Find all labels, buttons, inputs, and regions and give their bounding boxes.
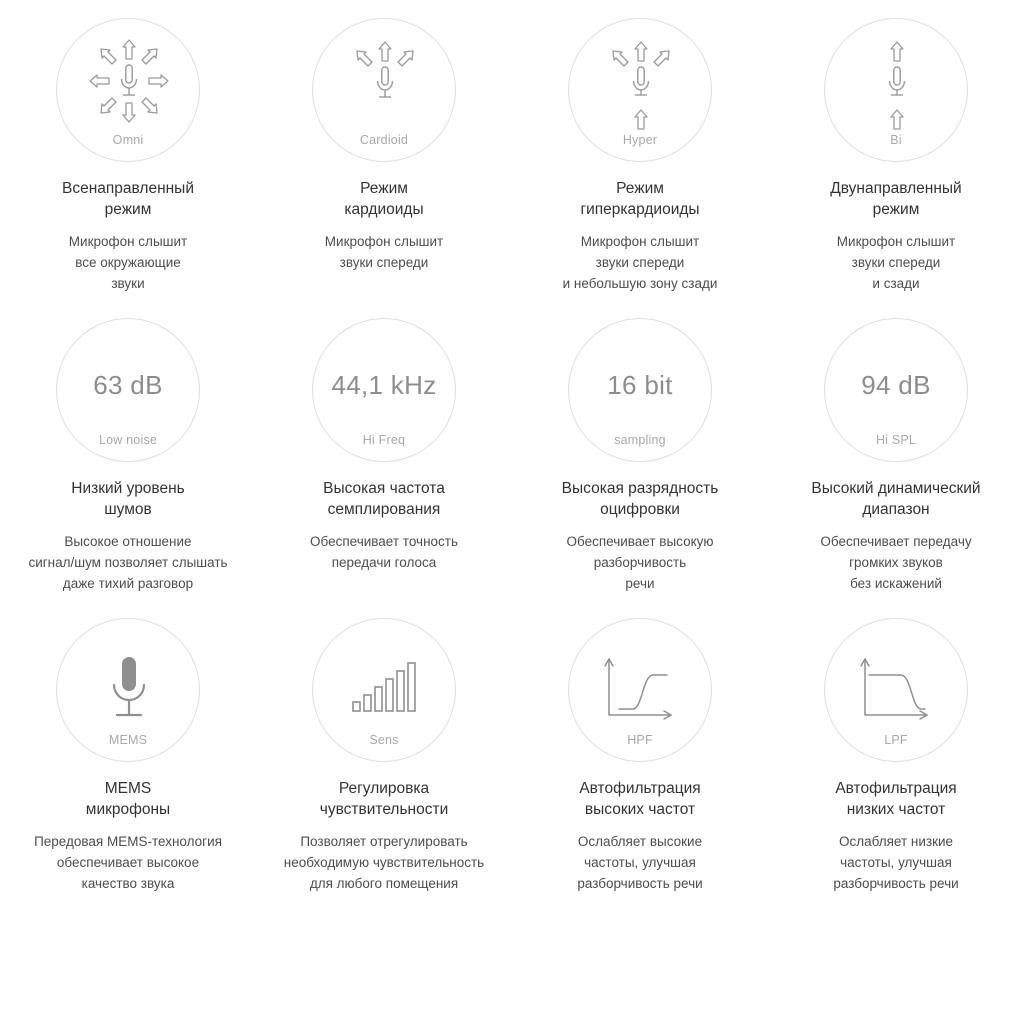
feature-description: Обеспечивает высокую разборчивость речи: [566, 534, 714, 591]
low-noise-icon: 63 dB: [93, 369, 163, 400]
feature-card-bidirectional: [768, 18, 1024, 318]
feature-title: MEMS микрофоны: [85, 780, 171, 818]
feature-description: Обеспечивает точность передачи голоса: [309, 534, 458, 570]
feature-title: Регулировка чувствительности: [319, 780, 449, 818]
feature-description: Ослабляет высокие частоты, улучшая разборчивость речи: [577, 834, 703, 891]
feature-title: Высокий динамический диапазон: [811, 480, 981, 518]
feature-badge: MEMS: [108, 733, 148, 747]
feature-card-hi-freq: [256, 318, 512, 618]
feature-icon-circle: [312, 618, 456, 762]
feature-card-hypercardioid: [512, 18, 768, 318]
feature-title: Двунаправленный режим: [830, 180, 962, 218]
feature-badge: Bi: [890, 133, 902, 147]
feature-icon-circle: [824, 18, 968, 162]
feature-card-hi-spl: [768, 318, 1024, 618]
feature-badge: HPF: [627, 733, 653, 747]
feature-card-hpf: [512, 618, 768, 918]
feature-description: Микрофон слышит звуки спереди: [324, 234, 444, 270]
feature-badge: Hi SPL: [875, 433, 917, 447]
feature-badge: Low noise: [98, 433, 158, 447]
feature-badge: LPF: [884, 733, 908, 747]
feature-card-sensitivity: [256, 618, 512, 918]
feature-icon-circle: [312, 318, 456, 462]
feature-card-lpf: [768, 618, 1024, 918]
feature-badge: sampling: [614, 433, 666, 447]
feature-badge: Omni: [112, 133, 144, 147]
feature-description: Обеспечивает передачу громких звуков без искажений: [820, 534, 972, 591]
feature-icon-circle: [824, 318, 968, 462]
feature-icon-circle: [56, 18, 200, 162]
feature-icon-circle: [56, 618, 200, 762]
feature-badge: Hi Freq: [362, 433, 406, 447]
feature-title: Всенаправленный режим: [62, 180, 194, 218]
feature-title: Режим гиперкардиоиды: [580, 180, 700, 218]
feature-title: Автофильтрация высоких частот: [579, 780, 701, 818]
feature-description: Позволяет отрегулировать необходимую чувствительность для любого помещения: [283, 834, 485, 891]
feature-icon-circle: [824, 618, 968, 762]
feature-icon-circle: [568, 318, 712, 462]
feature-description: Микрофон слышит все окружающие звуки: [68, 234, 188, 291]
feature-card-mems: [0, 618, 256, 918]
feature-card-cardioid: [256, 18, 512, 318]
hi-freq-icon: 44,1 kHz: [331, 369, 437, 400]
hi-spl-icon: 94 dB: [861, 369, 931, 400]
feature-icon-circle: [568, 18, 712, 162]
feature-badge: Sens: [369, 733, 399, 747]
feature-description: Ослабляет низкие частоты, улучшая разборчивость речи: [833, 834, 959, 891]
feature-title: Низкий уровень шумов: [71, 480, 185, 518]
feature-description: Микрофон слышит звуки спереди и сзади: [836, 234, 956, 291]
feature-description: Высокое отношение сигнал/шум позволяет слышать даже тихий разговор: [28, 534, 228, 591]
feature-icon-circle: [56, 318, 200, 462]
feature-badge: Hyper: [622, 133, 658, 147]
feature-card-low-noise: [0, 318, 256, 618]
feature-icon-circle: [312, 18, 456, 162]
feature-card-omni: [0, 18, 256, 318]
feature-title: Автофильтрация низких частот: [835, 780, 957, 818]
feature-title: Высокая разрядность оцифровки: [561, 480, 719, 518]
feature-badge: Cardioid: [359, 133, 409, 147]
feature-icon-circle: [568, 618, 712, 762]
feature-title: Высокая частота семплирования: [323, 480, 445, 518]
feature-description: Микрофон слышит звуки спереди и небольшую зону сзади: [562, 234, 718, 291]
feature-description: Передовая MEMS-технология обеспечивает высокое качество звука: [34, 834, 222, 891]
feature-title: Режим кардиоиды: [344, 180, 424, 218]
sampling-depth-icon: 16 bit: [607, 369, 673, 400]
feature-card-sampling-depth: [512, 318, 768, 618]
